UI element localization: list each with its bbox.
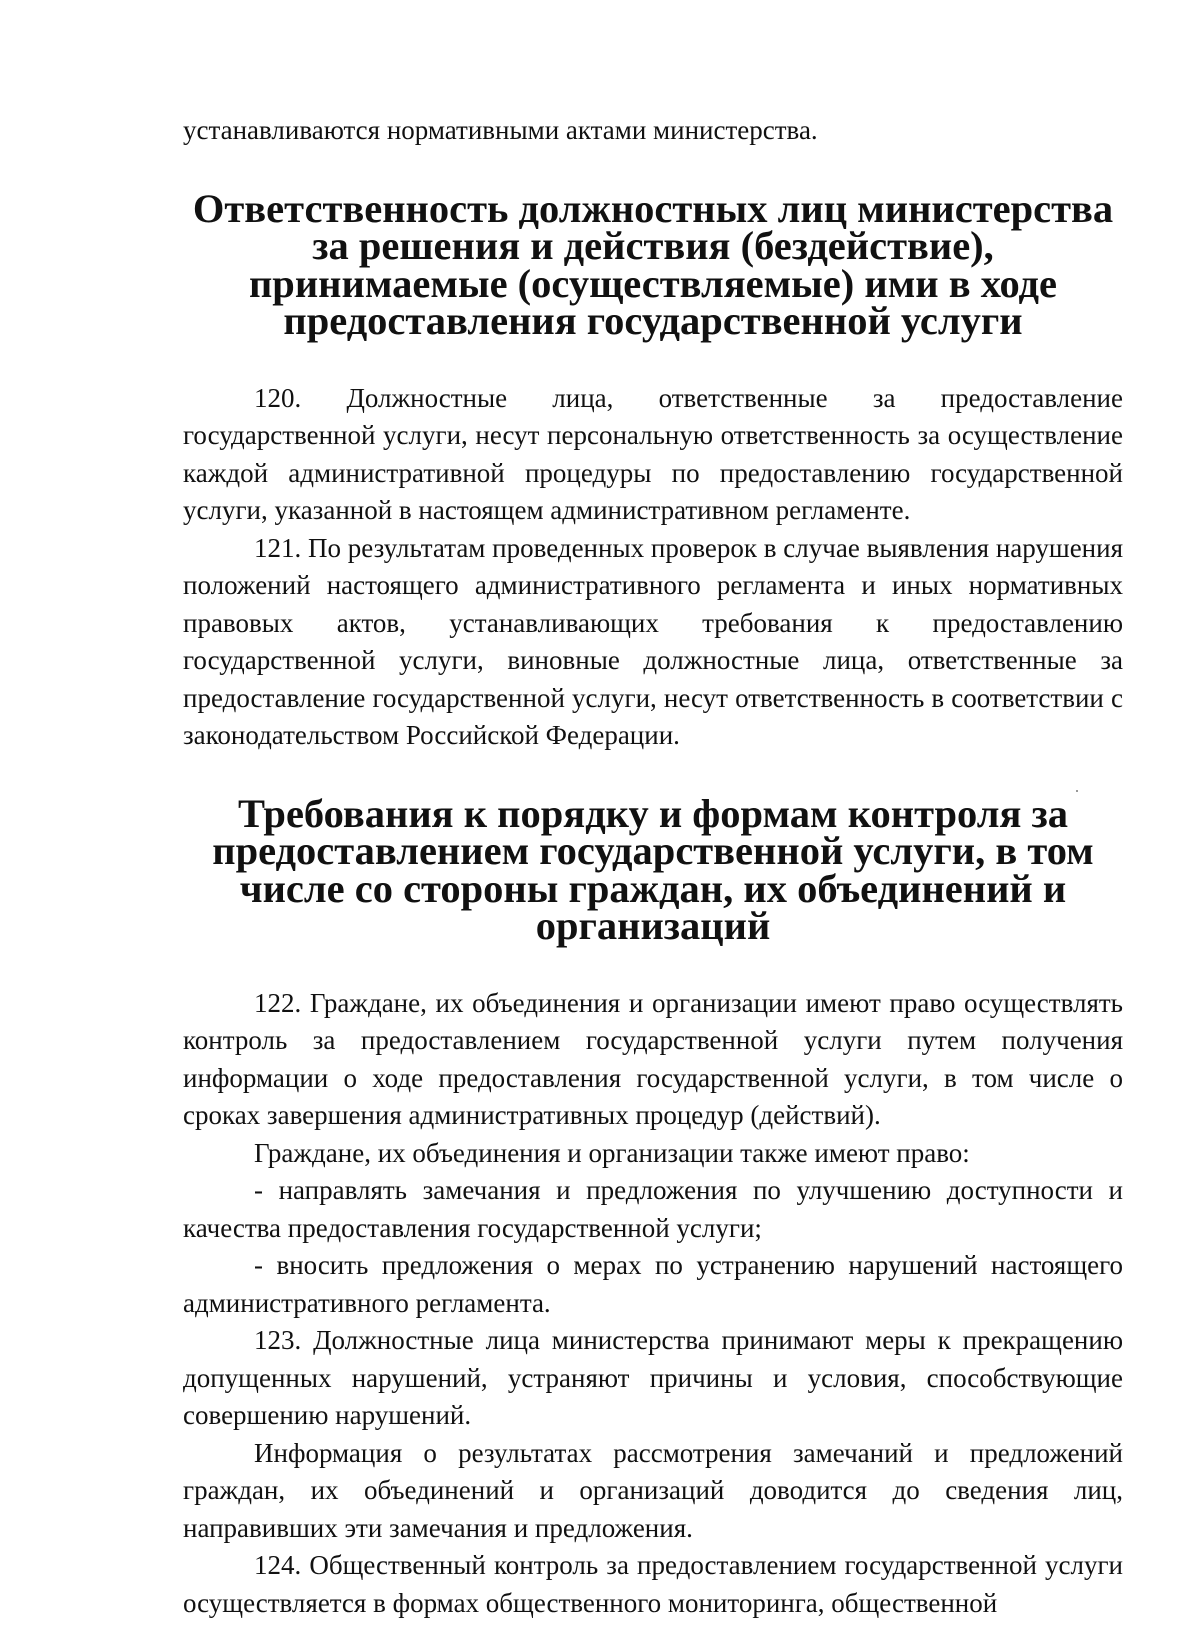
section-control-body <box>183 985 1123 1623</box>
paragraph-120: 120. Должностные лица, ответственные за предоставление государственной услуги, несут персональную ответственность за осуществление каждой административной процедуры по предоставлению государственной услуги, указанной в настоящем административном регламенте. <box>183 382 1123 525</box>
section-responsibility-body <box>183 380 1123 755</box>
paragraph-122: 122. Граждане, их объединения и организации имеют право осуществлять контроль за предоставлением государственной услуги путем получения информации о ходе предоставления государственной услуги, в том числе о сроках завершения административных процедур (действий). <box>183 987 1123 1130</box>
paragraph-121: 121. По результатам проведенных проверок в случае выявления нарушения положений настоящего административного регламента и иных нормативных правовых актов, устанавливающих требования к предоставлению государственной услуги, виновные должностные лица, ответственные за предоставление государственной услуги, несут ответственность в соответствии с законодательством Российской Федерации. <box>183 532 1123 750</box>
paragraph-124: 124. Общественный контроль за предоставлением государственной услуги осуществляется в формах общественного мониторинга, общественной <box>183 1550 1123 1618</box>
list-item-proposals: - вносить предложения о мерах по устранению нарушений настоящего административного регламента. <box>183 1250 1123 1318</box>
scan-speck <box>1076 790 1078 792</box>
lead-fragment: устанавливаются нормативными актами министерства. <box>183 115 818 145</box>
paragraph-citizens-rights: Граждане, их объединения и организации также имеют право: <box>254 1137 970 1168</box>
list-item-remarks: - направлять замечания и предложения по улучшению доступности и качества предоставления государственной услуги; <box>183 1175 1123 1243</box>
section-heading-responsibility: Ответственность должностных лиц министерства за решения и действия (бездействие), принимаемые (осуществляемые) ими в ходе предоставления государственной услуги <box>192 185 1114 343</box>
section-heading-control-requirements: Требования к порядку и формам контроля за предоставлением государственной услуги, в том числе со стороны граждан, их объединений и организаций <box>212 790 1094 948</box>
paragraph-review-information: Информация о результатах рассмотрения замечаний и предложений граждан, их объединений и организаций доводится до сведения лиц, направивших эти замечания и предложения. <box>183 1437 1123 1543</box>
document-body <box>183 112 1123 1622</box>
paragraph-123: 123. Должностные лица министерства принимают меры к прекращению допущенных нарушений, устраняют причины и условия, способствующие совершению нарушений. <box>183 1325 1123 1430</box>
